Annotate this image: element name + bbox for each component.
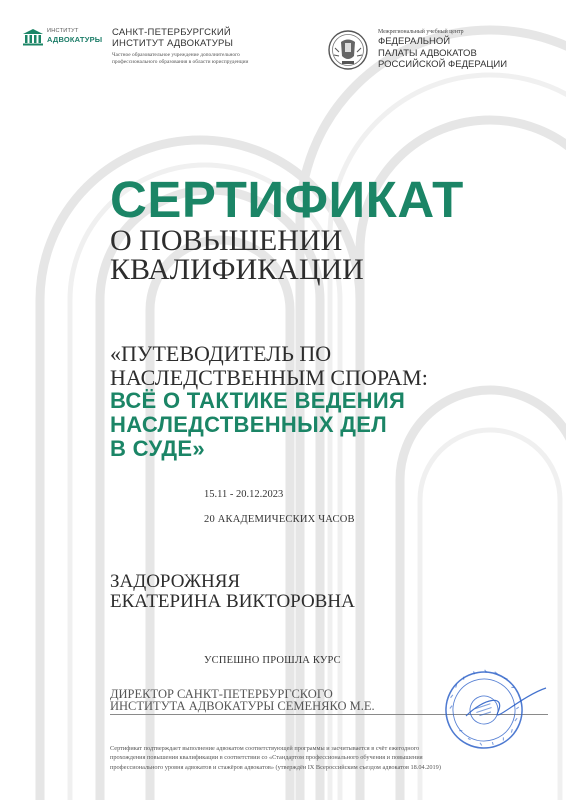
- director-line-2: ИНСТИТУТА АДВОКАТУРЫ СЕМЕНЯКО М.Е.: [110, 699, 375, 713]
- course-name: [110, 342, 540, 389]
- logo-text-line-1: ИНСТИТУТ: [47, 28, 79, 34]
- left-organization: [112, 28, 312, 65]
- certificate-footnote: [110, 744, 548, 772]
- course-line-1: «ПУТЕВОДИТЕЛЬ ПО: [110, 341, 332, 366]
- course-hours: 20 АКАДЕМИЧЕСКИХ ЧАСОВ: [204, 514, 355, 525]
- right-organization: [378, 29, 548, 71]
- left-org-desc-line-2: профессионального образования в области юриспруденции: [112, 58, 249, 65]
- left-org-desc-line-1: Частное образовательное учреждение дополнительного: [112, 52, 240, 58]
- recipient-given-names: ЕКАТЕРИНА ВИКТОРОВНА: [110, 591, 355, 612]
- course-accent-line-2: НАСЛЕДСТВЕННЫХ ДЕЛ: [110, 412, 387, 437]
- completion-statement: УСПЕШНО ПРОШЛА КУРС: [204, 655, 341, 666]
- certificate-title: СЕРТИФИКАТ: [110, 171, 464, 228]
- footnote-line-1: Сертификат подтверждает выполнение адвокатом соответствующей программы и засчитывается в счёт ежегодного: [110, 745, 420, 752]
- recipient-surname: ЗАДОРОЖНЯЯ: [110, 571, 241, 592]
- director-line-1: ДИРЕКТОР САНКТ-ПЕТЕРБУРГСКОГО: [110, 687, 333, 701]
- certificate-subtitle: [110, 226, 530, 284]
- right-org-name-line-2: ПАЛАТЫ АДВОКАТОВ: [378, 47, 477, 59]
- subtitle-line-2: КВАЛИФИКАЦИИ: [110, 253, 364, 286]
- right-org-name-line-1: ФЕДЕРАЛЬНОЙ: [378, 36, 451, 47]
- right-org-description: Межрегиональный учебный центр: [378, 29, 464, 35]
- course-line-2: НАСЛЕДСТВЕННЫМ СПОРАМ:: [110, 364, 428, 390]
- footnote-line-3: профессионального уровня адвокатов и стажёров адвокатов» (утверждён IX Всероссийским съездом адвокатов 18.04.2019): [110, 763, 441, 771]
- left-org-name-line-1: САНКТ-ПЕТЕРБУРГСКИЙ: [112, 27, 231, 38]
- director-signature-label: [110, 688, 410, 712]
- left-org-name-line-2: ИНСТИТУТ АДВОКАТУРЫ: [112, 37, 234, 49]
- footnote-line-2: прохождения повышения квалификации в соответствии со «Стандартом профессионального обучения и повышения: [110, 754, 423, 762]
- course-accent-line-3: В СУДЕ»: [110, 436, 205, 461]
- course-dates: 15.11 - 20.12.2023: [204, 489, 284, 500]
- chamber-emblem-icon: [327, 28, 369, 72]
- recipient-name: [110, 572, 530, 612]
- course-accent-line-1: ВСЁ О ТАКТИКЕ ВЕДЕНИЯ: [110, 388, 406, 413]
- columns-logo-icon: [22, 28, 44, 46]
- left-org-description: [112, 52, 312, 65]
- right-org-name-line-3: РОССИЙСКОЙ ФЕДЕРАЦИИ: [378, 59, 508, 70]
- logo-text-line-2: АДВОКАТУРЫ: [47, 34, 103, 44]
- subtitle-line-1: О ПОВЫШЕНИИ: [110, 224, 343, 257]
- course-name-accent: [110, 389, 540, 461]
- institute-logo: [22, 28, 102, 46]
